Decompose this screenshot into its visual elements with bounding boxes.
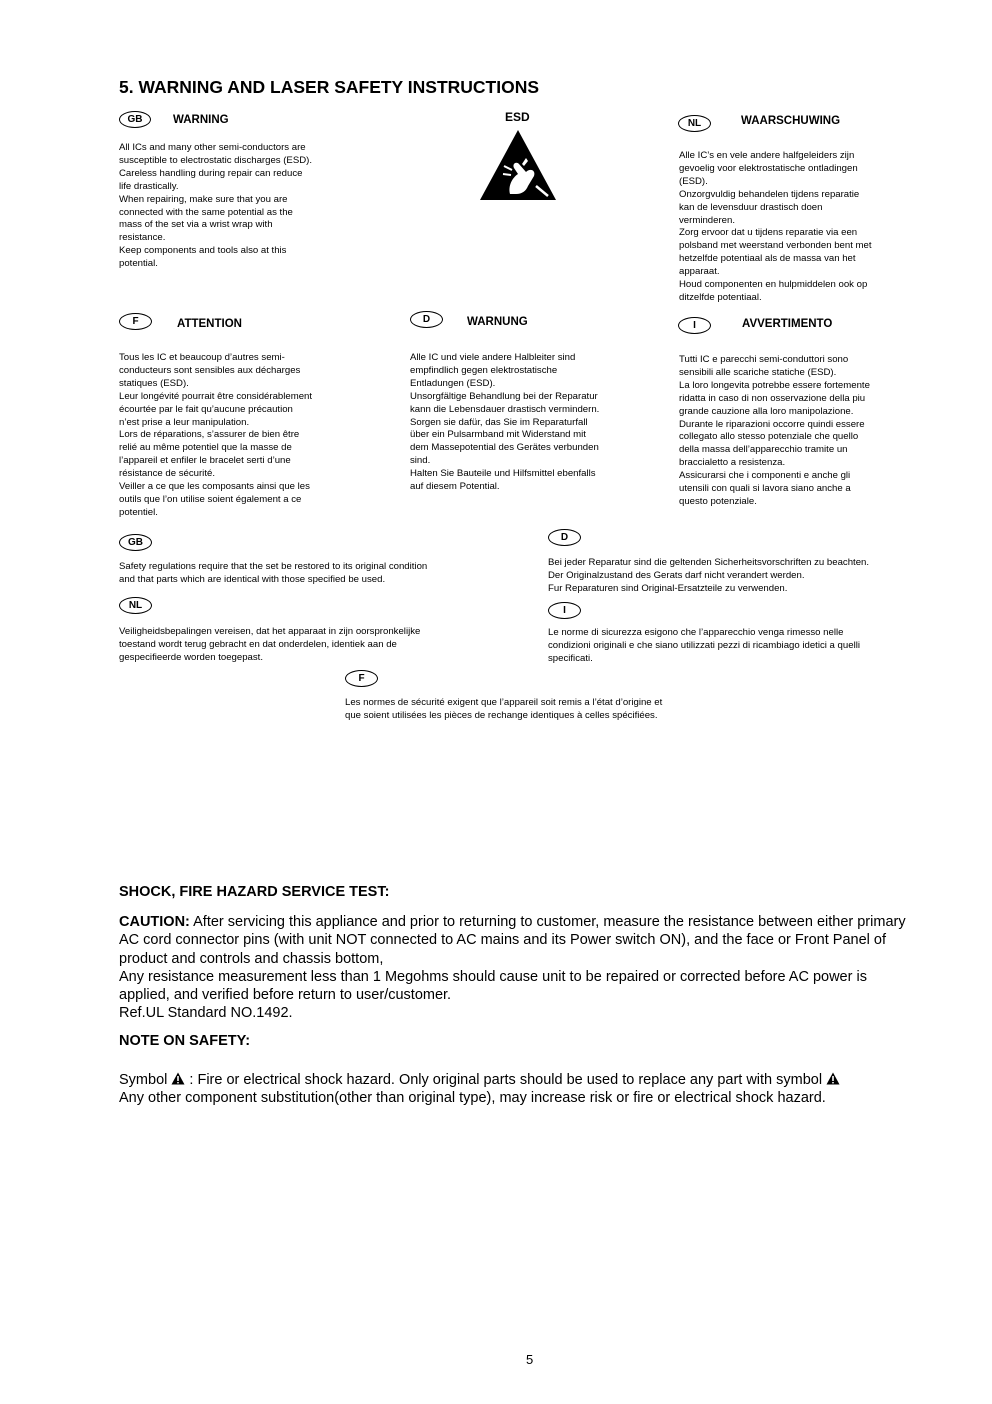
text-line: relié au même potentiel que la masse de (119, 442, 292, 454)
regulation-text-f (345, 697, 745, 723)
text-line: Les normes de sécurité exigent que l’appareil soit remis a l’état d’origine et (345, 697, 663, 708)
text-line: Leur longévité pourrait être considérablement (119, 390, 313, 402)
text-line: Zorg ervoor dat u tijdens reparatie via een (679, 227, 858, 239)
symbol-paragraph (119, 1071, 919, 1089)
text-line: potential. (119, 258, 158, 270)
measurement-paragraph: Any resistance measurement less than 1 Megohms should cause unit to be repaired or corrected before AC power is applied, and verified before return to user/customer. (119, 968, 867, 1004)
text-line: conducteurs sont sensibles aux décharges (119, 364, 301, 376)
text-line: La loro longevita potrebbe essere fortemente (679, 379, 870, 391)
warning-triangle-icon (171, 1072, 185, 1085)
text-line: collegato allo stesso potenziale che quello (679, 431, 859, 443)
language-badge-f: F (119, 313, 152, 330)
warning-text-nl (679, 150, 939, 305)
text-line: specificati. (548, 652, 593, 664)
text-line: Veiller a ce que les composants ainsi que les (119, 481, 310, 493)
text-line: della massa dell’apparecchio tramite un (679, 444, 848, 456)
text-line: When repairing, make sure that you are (119, 193, 288, 205)
symbol-explanation: : Fire or electrical shock hazard. Only original parts should be used to replace any part with symbol (185, 1072, 823, 1088)
text-line: Der Originalzustand des Gerats darf nicht verandert werden. (548, 569, 805, 581)
text-line: toestand wordt terug gebracht en dat onderdelen, identiek aan de (119, 638, 397, 650)
text-line: gespecifieerde worden toegepast. (119, 651, 264, 663)
text-line: que soient utilisées les pièces de rechange identiques à celles spécifiées. (345, 709, 658, 721)
text-line: écourtée par le fait qu’aucune précaution (119, 403, 293, 415)
language-badge-d: D (410, 311, 443, 328)
text-line: All ICs and many other semi-conductors are (119, 142, 306, 153)
text-line: ditzelfde potentiaal. (679, 291, 762, 303)
regulation-text-d (548, 557, 938, 596)
warning-triangle-icon (826, 1072, 840, 1085)
text-line: Alle IC und viele andere Halbleiter sind (410, 352, 576, 363)
text-line: polsband met weerstand verbonden bent met (679, 240, 872, 252)
text-line: apparaat. (679, 266, 720, 278)
warning-text-i (679, 354, 939, 509)
esd-label: ESD (505, 110, 530, 124)
text-line: gevoelig voor elektrostatische ontladingen (679, 162, 858, 174)
text-line: statiques (ESD). (119, 377, 189, 389)
note-on-safety-body (119, 1071, 919, 1108)
text-line: grande cauzione alla loro manipolazione. (679, 405, 854, 417)
text-line: Assicurarsi che i componenti e anche gli (679, 470, 851, 482)
warning-heading-gb: WARNING (173, 114, 229, 126)
text-line: connected with the same potential as the (119, 206, 293, 218)
warning-heading-nl: WAARSCHUWING (741, 115, 841, 127)
text-line: (ESD). (679, 175, 708, 187)
warning-heading-i: AVVERTIMENTO (742, 318, 833, 330)
text-line: sind. (410, 455, 431, 467)
text-line: dem Massepotential des Gerätes verbunden (410, 442, 599, 454)
text-line: potentiel. (119, 506, 158, 518)
language-badge-f: F (345, 670, 378, 687)
text-line: Le norme di sicurezza esigono che l’apparecchio venga rimesso nelle (548, 627, 844, 638)
text-line: Veiligheidsbepalingen vereisen, dat het apparaat in zijn oorspronkelijke (119, 626, 421, 637)
text-line: mass of the set via a wrist wrap with (119, 219, 273, 231)
text-line: Bei jeder Reparatur sind die geltenden Sicherheitsvorschriften zu beachten. (548, 557, 870, 568)
language-badge-i: I (678, 317, 711, 334)
text-line: Fur Reparaturen sind Original-Ersatzteile zu verwenden. (548, 582, 788, 594)
text-line: Durante le riparazioni occorre quindi essere (679, 418, 865, 430)
caution-paragraph (119, 913, 919, 968)
symbol-word: Symbol (119, 1072, 168, 1088)
page-title: 5. WARNING AND LASER SAFETY INSTRUCTIONS (119, 77, 540, 97)
caution-text: After servicing this appliance and prior to returning to customer, measure the resistance between either primary AC cord connector pins (with unit NOT connected to AC mains and its Power switch ON), and the face or Front Panel of product and controls and chassis bottom, (119, 914, 906, 967)
text-line: auf diesem Potential. (410, 481, 500, 493)
reference-text: Ref.UL Standard NO.1492. (119, 1005, 293, 1022)
text-line: Lors de réparations, s’assurer de bien être (119, 429, 300, 441)
text-line: über ein Pulsarmband mit Widerstand mit (410, 429, 586, 441)
shock-test-heading: SHOCK, FIRE HAZARD SERVICE TEST: (119, 884, 390, 900)
text-line: Tutti IC e parecchi semi-conduttori sono (679, 354, 849, 365)
substitution-warning: Any other component substitution(other than original type), may increase risk or fire or electrical shock hazard. (119, 1090, 826, 1107)
warning-text-f (119, 352, 389, 520)
text-line: Keep components and tools also at this (119, 245, 287, 257)
language-badge-nl: NL (678, 115, 711, 132)
text-line: résistance de sécurité. (119, 468, 215, 480)
text-line: l’appareil et enfiler le bracelet serti d’une (119, 455, 291, 467)
text-line: Careless handling during repair can reduce (119, 167, 303, 179)
text-line: Alle IC’s en vele andere halfgeleiders zijn (679, 150, 855, 161)
text-line: Houd componenten en hulpmiddelen ook op (679, 279, 868, 291)
text-line: susceptible to electrostatic discharges (ESD). (119, 154, 313, 166)
text-line: utensili con quali si lavora siano anche a (679, 483, 851, 495)
note-on-safety-heading: NOTE ON SAFETY: (119, 1033, 251, 1049)
text-line: Entladungen (ESD). (410, 377, 496, 389)
text-line: life drastically. (119, 180, 179, 192)
language-badge-gb: GB (119, 534, 152, 551)
text-line: Tous les IC et beaucoup d’autres semi- (119, 352, 285, 363)
text-line: Sorgen sie dafür, das Sie im Reparaturfall (410, 416, 588, 428)
text-line: Halten Sie Bauteile und Hilfsmittel ebenfalls (410, 468, 596, 480)
text-line: questo potenziale. (679, 495, 757, 507)
text-line: outils que l’on utilise soient également a ce (119, 493, 302, 505)
text-line: empfindlich gegen elektrostatische (410, 364, 558, 376)
text-line: hetzelfde potentiaal als de massa van het (679, 253, 856, 265)
language-badge-i: I (548, 602, 581, 619)
warning-heading-d: WARNUNG (467, 316, 528, 328)
text-line: and that parts which are identical with those specified be used. (119, 573, 386, 585)
text-line: Unsorgfältige Behandlung bei der Reparatur (410, 390, 598, 402)
warning-text-gb (119, 142, 379, 271)
text-line: Safety regulations require that the set be restored to its original condition (119, 561, 428, 572)
caution-label: CAUTION: (119, 914, 190, 930)
text-line: kan de levensduur drastisch doen (679, 201, 823, 213)
language-badge-d: D (548, 529, 581, 546)
text-line: sensibili alle scariche statiche (ESD). (679, 366, 837, 378)
esd-warning-icon (478, 128, 558, 202)
regulation-text-gb (119, 561, 519, 587)
regulation-text-i (548, 627, 938, 666)
warning-text-d (410, 352, 670, 494)
language-badge-nl: NL (119, 597, 152, 614)
language-badge-gb: GB (119, 111, 151, 128)
regulation-text-nl (119, 626, 519, 665)
shock-test-body (119, 913, 919, 1023)
text-line: Onzorgvuldig behandelen tijdens reparatie (679, 188, 860, 200)
text-line: verminderen. (679, 214, 735, 226)
text-line: braccialetto a resistenza. (679, 457, 786, 469)
text-line: kann die Lebensdauer drastisch vermindern. (410, 403, 600, 415)
page-number: 5 (526, 1352, 534, 1367)
text-line: condizioni originali e che siano utilizzati pezzi di ricambiago idetici a quelli (548, 639, 860, 651)
warning-heading-f: ATTENTION (177, 318, 242, 330)
text-line: resistance. (119, 232, 166, 244)
text-line: n’est prise a leur manipulation. (119, 416, 250, 428)
text-line: ridatta in caso di non osservazione della piu (679, 392, 866, 404)
